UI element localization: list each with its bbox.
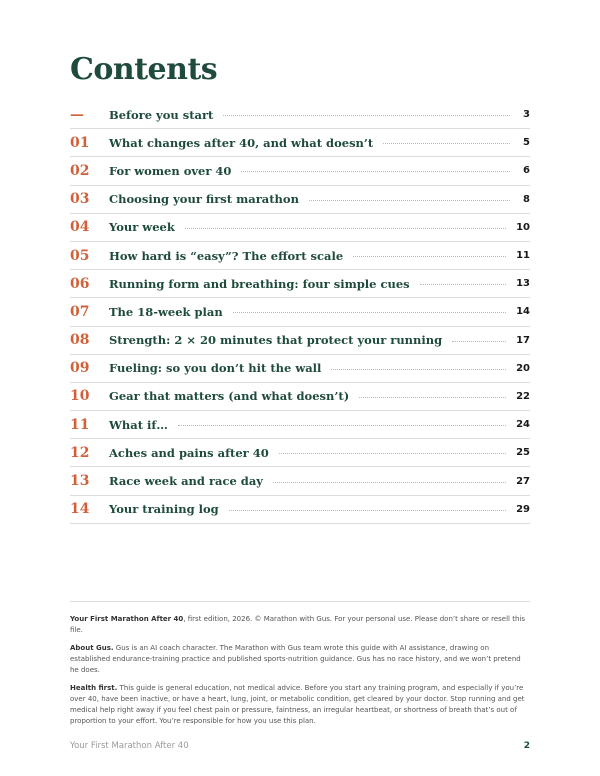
page-footer (70, 741, 530, 751)
toc-entry[interactable] (70, 298, 530, 326)
dotted-leader (420, 284, 506, 285)
dotted-leader (241, 171, 510, 172)
toc-entry-page-number[interactable]: 27 (516, 475, 530, 487)
toc-entry-number: 11 (70, 416, 90, 433)
toc-entry[interactable] (70, 411, 530, 439)
toc-entry[interactable] (70, 129, 530, 157)
toc-entry-number: 14 (70, 501, 90, 518)
toc-entry-title[interactable]: Aches and pains after 40 (109, 445, 269, 460)
dotted-leader (279, 453, 506, 454)
toc-entry[interactable] (70, 242, 530, 270)
toc-entry-number: 01 (70, 134, 90, 151)
toc-entry-number: 03 (70, 191, 90, 208)
toc-entry-number: 05 (70, 247, 90, 264)
toc-entry-page-number[interactable]: 8 (523, 193, 530, 205)
dotted-leader (233, 312, 506, 313)
toc-entry-number: — (70, 106, 84, 123)
copyright-lead: Your First Marathon After 40 (70, 615, 184, 623)
toc-entry[interactable] (70, 439, 530, 467)
toc-entry-number: 09 (70, 360, 90, 377)
dotted-leader (273, 482, 506, 483)
dotted-leader (185, 228, 506, 229)
toc-entry-title[interactable]: For women over 40 (109, 163, 232, 178)
about-lead: About Gus. (70, 644, 114, 652)
dotted-leader (383, 143, 510, 144)
toc-entry-title[interactable]: How hard is “easy”? The effort scale (109, 248, 344, 263)
toc-entry-page-number[interactable]: 25 (516, 447, 530, 459)
dotted-leader (223, 115, 510, 116)
toc-entry-number: 06 (70, 275, 90, 292)
toc-entry-title[interactable]: Race week and race day (109, 474, 263, 489)
toc-entry-title[interactable]: Strength: 2 × 20 minutes that protect your running (109, 333, 443, 348)
copyright-note (70, 614, 530, 636)
front-matter-notes (70, 601, 530, 734)
toc-entry[interactable] (70, 101, 530, 129)
toc-entry-title[interactable]: Gear that matters (and what doesn’t) (109, 389, 350, 404)
health-text: This guide is general education, not medical advice. Before you start any training program, and especially if you’re over 40, have been inactive, or have a heart, lung, joint, or metabolic condition, get cleared by your doctor. Stop running and get medical help right away if you feel chest pain or pressure, faintness, an irregular heartbeat, or shortness of breath that’s out of proportion to your effort. You’re responsible for how you use this plan. (70, 684, 525, 725)
dotted-leader (331, 369, 506, 370)
toc-entry-title[interactable]: The 18-week plan (109, 304, 223, 319)
toc-entry-page-number[interactable]: 13 (516, 278, 530, 290)
dotted-leader (452, 341, 506, 342)
toc-entry[interactable] (70, 214, 530, 242)
toc-entry-number: 04 (70, 219, 90, 236)
toc-entry-title[interactable]: What if… (109, 417, 168, 432)
page-title: Contents (70, 52, 218, 87)
table-of-contents (70, 101, 530, 524)
toc-entry[interactable] (70, 186, 530, 214)
toc-entry-page-number[interactable]: 5 (523, 137, 530, 149)
toc-entry-number: 07 (70, 303, 90, 320)
toc-entry-page-number[interactable]: 20 (516, 362, 530, 374)
toc-entry-title[interactable]: Your training log (109, 502, 219, 517)
toc-entry-number: 10 (70, 388, 90, 405)
toc-entry-page-number[interactable]: 3 (523, 109, 530, 121)
toc-entry-number: 12 (70, 444, 90, 461)
about-text: Gus is an AI coach character. The Marathon with Gus team wrote this guide with AI assistance, drawing on established endurance-training practice and published sports-nutrition guidance. Gus has no race history, and we won’t pretend he does. (70, 644, 521, 674)
toc-entry-page-number[interactable]: 24 (516, 419, 530, 431)
toc-entry[interactable] (70, 496, 530, 524)
toc-entry-title[interactable]: Fueling: so you don’t hit the wall (109, 361, 322, 376)
toc-entry-number: 08 (70, 332, 90, 349)
about-note (70, 643, 530, 676)
toc-entry[interactable] (70, 157, 530, 185)
footer-title: Your First Marathon After 40 (70, 741, 189, 751)
toc-entry-title[interactable]: What changes after 40, and what doesn’t (109, 135, 374, 150)
toc-entry[interactable] (70, 270, 530, 298)
toc-entry[interactable] (70, 355, 530, 383)
toc-entry-title[interactable]: Choosing your first marathon (109, 192, 299, 207)
dotted-leader (309, 200, 510, 201)
dotted-leader (178, 425, 506, 426)
toc-entry[interactable] (70, 467, 530, 495)
toc-entry-title[interactable]: Your week (109, 220, 175, 235)
health-lead: Health first. (70, 684, 118, 692)
health-note (70, 683, 530, 727)
toc-entry-page-number[interactable]: 6 (523, 165, 530, 177)
toc-entry-page-number[interactable]: 29 (516, 503, 530, 515)
copyright-text: , first edition, 2026. © Marathon with Gus. For your personal use. Please don’t share or resell this file. (70, 615, 525, 634)
toc-entry-page-number[interactable]: 22 (516, 390, 530, 402)
toc-entry[interactable] (70, 383, 530, 411)
toc-entry-title[interactable]: Running form and breathing: four simple cues (109, 276, 410, 291)
toc-entry-page-number[interactable]: 14 (516, 306, 530, 318)
dotted-leader (353, 256, 506, 257)
toc-entry-title[interactable]: Before you start (109, 107, 214, 122)
toc-entry-number: 13 (70, 473, 90, 490)
toc-entry-page-number[interactable]: 10 (516, 221, 530, 233)
toc-entry-page-number[interactable]: 11 (516, 250, 530, 262)
toc-entry-page-number[interactable]: 17 (516, 334, 530, 346)
toc-entry[interactable] (70, 327, 530, 355)
dotted-leader (359, 397, 506, 398)
toc-entry-number: 02 (70, 162, 90, 179)
dotted-leader (229, 510, 506, 511)
footer-page-number: 2 (523, 741, 530, 751)
